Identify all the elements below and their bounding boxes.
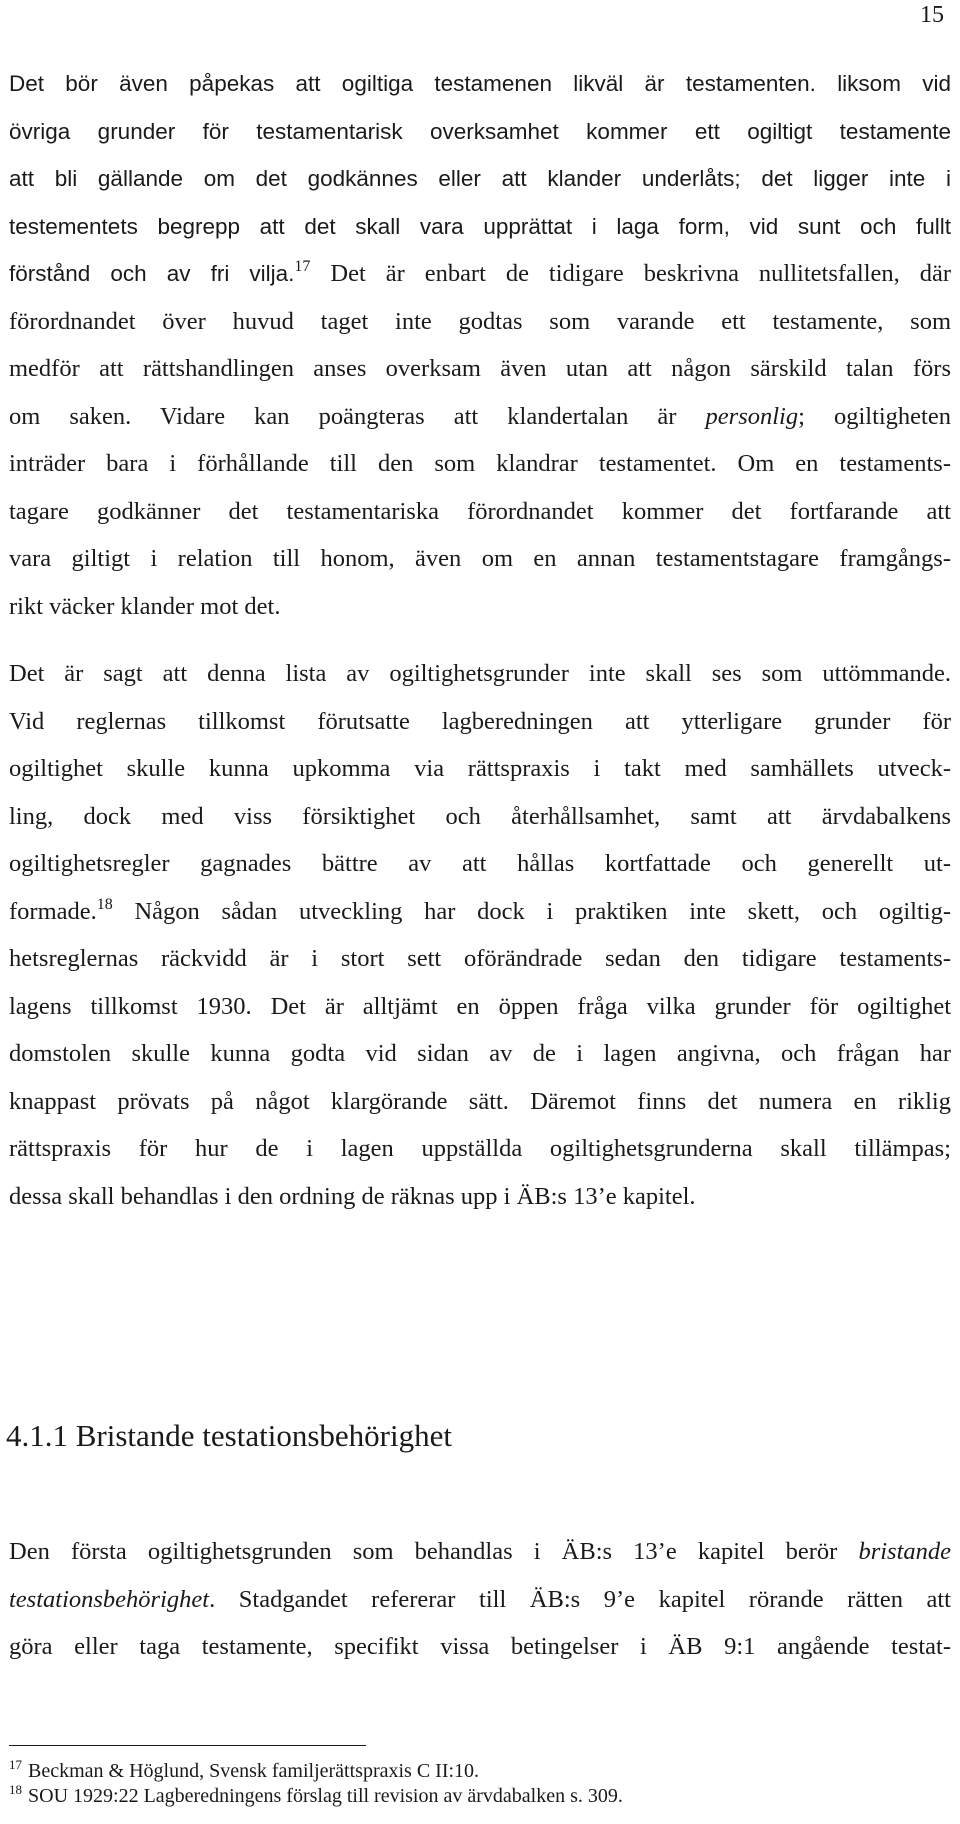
text-line: förordnandet över huvud taget inte godtas som varande ett testamente, som: [9, 307, 951, 335]
emphasis: bristande: [858, 1538, 951, 1565]
footnote-text: Beckman & Höglund, Svensk familjerättspraxis C II:10.: [28, 1760, 480, 1782]
text-line: hetsreglernas räckvidd är i stort sett oförändrade sedan den tidigare testaments-: [9, 945, 951, 972]
text-line: om saken. Vidare kan poängteras att klandertalan är personlig; ogiltigheten: [9, 402, 951, 430]
footnote-number: 17: [9, 1757, 22, 1772]
text-line: medför att rättshandlingen anses overksam även utan att någon särskild talan förs: [9, 355, 951, 382]
text-line: tagare godkänner det testamentariska förordnandet kommer det fortfarande att: [9, 497, 951, 525]
paragraph-1: [9, 60, 951, 630]
text-line: testationsbehörighet. Stadgandet refererar till ÄB:s 9’e kapitel rörande rätten att: [9, 1585, 951, 1613]
text-line: testementets begrepp att det skall vara upprättat i laga form, vid sunt och fullt: [9, 213, 951, 239]
footnote-17: [9, 1759, 909, 1784]
paragraph-2: [9, 650, 951, 1220]
section-heading: 4.1.1 Bristande testationsbehörighet: [6, 1418, 452, 1453]
footnote-ref-18: 18: [96, 895, 113, 913]
text-line: domstolen skulle kunna godta vid sidan av de i lagen angivna, och frågan har: [9, 1040, 951, 1067]
text-line: ling, dock med viss försiktighet och återhållsamhet, samt att ärvdabalkens: [9, 802, 951, 830]
text-line: Den första ogiltighetsgrunden som behandlas i ÄB:s 13’e kapitel berör bristande: [9, 1538, 951, 1565]
footnote-18: [9, 1784, 909, 1809]
text-line: inträder bara i förhållande till den som klandrar testamentet. Om en testaments-: [9, 450, 951, 477]
text-line: vara giltigt i relation till honom, även om en annan testamentstagare framgångs-: [9, 545, 951, 572]
paragraph-3: [9, 1528, 951, 1671]
text-line: Det är sagt att denna lista av ogiltighetsgrunder inte skall ses som uttömmande.: [9, 660, 951, 687]
text-line: Vid reglernas tillkomst förutsatte lagberedningen att ytterligare grunder för: [9, 707, 951, 735]
footnotes: [9, 1759, 909, 1809]
footnote-number: 18: [9, 1782, 22, 1797]
text-line: ogiltighetsregler gagnades bättre av att hållas kortfattade och generellt ut-: [9, 850, 951, 877]
emphasis: personlig: [705, 402, 799, 430]
text-line: övriga grunder för testamentarisk overksamhet kommer ett ogiltigt testamente: [9, 118, 951, 144]
text-line: rättspraxis för hur de i lagen uppställda ogiltighetsgrunderna skall tillämpas;: [9, 1135, 951, 1162]
text-line: Det bör även påpekas att ogiltiga testamenen likväl är testamenten. liksom vid: [9, 71, 951, 96]
emphasis: testationsbehörighet: [9, 1585, 210, 1613]
text-line: göra eller taga testamente, specifikt vissa betingelser i ÄB 9:1 angående testat-: [9, 1633, 951, 1660]
text-line: dessa skall behandlas i den ordning de räknas upp i ÄB:s 13’e kapitel.: [9, 1182, 696, 1210]
footnote-text: SOU 1929:22 Lagberedningens förslag till revision av ärvdabalken s. 309.: [28, 1785, 623, 1807]
text-line: lagens tillkomst 1930. Det är alltjämt en öppen fråga vilka grunder för ogiltighet: [9, 992, 951, 1020]
page-number: 15: [920, 2, 944, 28]
text-line: rikt väcker klander mot det.: [9, 592, 281, 620]
text-line: knappast prövats på något klargörande sätt. Däremot finns det numera en riklig: [9, 1087, 951, 1115]
footnote-divider: [9, 1745, 366, 1746]
footnote-ref-17: 17: [294, 258, 311, 275]
text-line: förstånd och av fri vilja.$^{17}$ Det är enbart de tidigare beskrivna nullitetsfallen, där: [9, 258, 951, 287]
text-line: formade.$^{18}$ Någon sådan utveckling har dock i praktiken inte skett, och ogiltig-: [9, 895, 951, 925]
text-line: ogiltighet skulle kunna upkomma via rättspraxis i takt med samhällets utveck-: [9, 755, 951, 782]
text-line: att bli gällande om det godkännes eller att klander underlåts; det ligger inte i: [9, 166, 951, 191]
